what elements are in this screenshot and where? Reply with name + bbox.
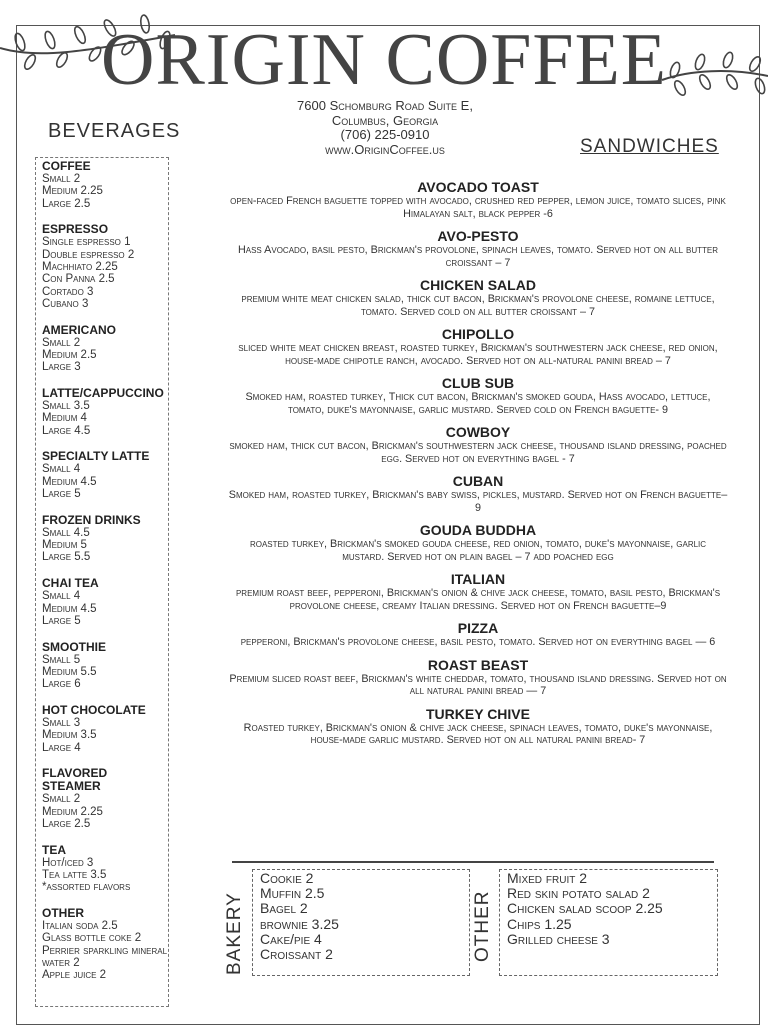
- sandwich-item: [228, 474, 728, 514]
- sandwich-description: pepperoni, Brickman's provolone cheese, basil pesto, tomato. Served hot on everything bagel — 6: [240, 636, 716, 648]
- website-link[interactable]: www.OriginCoffee.us: [325, 141, 445, 157]
- sandwich-name: COWBOY: [445, 424, 511, 440]
- phone-number: (706) 225-0910: [340, 127, 430, 142]
- address-line-2: Columbus, Georgia: [331, 112, 439, 128]
- sandwich-description: open-faced French baguette topped with avocado, crushed red pepper, lemon juice, tomato slices, pink Himalayan salt, black pepper -6: [230, 195, 726, 220]
- sandwich-name: ROAST BEAST: [427, 656, 529, 673]
- section-divider: [232, 861, 714, 863]
- other-food-item: Red skin potato salad 2: [507, 885, 650, 902]
- beverage-item: Con Panna 2.5: [42, 273, 115, 286]
- bakery-list: [252, 869, 470, 976]
- beverage-group-name: HOT CHOCOLATE: [42, 703, 146, 718]
- beverage-item: Single espresso 1: [42, 236, 131, 249]
- sandwich-name: TURKEY CHIVE: [426, 705, 530, 722]
- beverage-item: Medium 5: [42, 539, 87, 552]
- bakery-item: Muffin 2.5: [260, 885, 325, 902]
- sandwich-description: Smoked ham, roasted turkey, Brickman's baby swiss, pickles, mustard. Served hot on French baguette–9: [228, 489, 728, 514]
- sandwich-item: [228, 621, 728, 649]
- beverage-item: *assorted flavors: [42, 881, 131, 894]
- beverage-item: Large 4.5: [42, 424, 91, 437]
- beverage-group: [42, 514, 168, 564]
- beverage-group: [42, 844, 168, 894]
- restaurant-title: ORIGIN COFFEE: [101, 19, 667, 101]
- beverage-item: Large 5: [42, 488, 81, 501]
- beverage-item: Small 2: [42, 173, 81, 185]
- beverage-group: [42, 324, 168, 374]
- beverage-item: Large 2.5: [42, 197, 91, 210]
- beverage-item: Small 4: [42, 590, 81, 603]
- sandwich-name: ITALIAN: [450, 571, 506, 587]
- sandwich-name: CUBAN: [452, 473, 504, 489]
- beverage-item: Machhiato 2.25: [42, 260, 118, 273]
- sandwich-item: [228, 658, 728, 698]
- sandwich-name: CLUB SUB: [441, 375, 515, 391]
- other-food-item: Mixed fruit 2: [507, 870, 588, 886]
- sandwich-name: GOUDA BUDDHA: [419, 522, 537, 538]
- beverage-group: [42, 450, 168, 500]
- beverage-item: Apple juice 2: [42, 969, 107, 982]
- beverage-item: Small 2: [42, 336, 81, 349]
- other-food-item: Chicken salad scoop 2.25: [507, 900, 663, 917]
- contact-info: [235, 99, 535, 157]
- sandwich-name: PIZZA: [457, 620, 499, 636]
- sandwich-item: [228, 376, 728, 416]
- beverage-item: Perrier sparkling mineral: [42, 944, 168, 957]
- beverage-item: Large 4: [42, 741, 81, 754]
- other-food-list: [499, 869, 718, 976]
- beverage-group-name: OTHER: [42, 906, 84, 921]
- bakery-label: BAKERY: [224, 892, 245, 975]
- beverage-group: [42, 767, 168, 830]
- sandwich-description: Premium sliced roast beef, Brickman's white cheddar, tomato, thousand island dressing. Served hot on all natural panini bread — 7: [229, 672, 727, 697]
- sandwich-item: [228, 572, 728, 612]
- sandwiches-list: [228, 180, 728, 756]
- sandwich-description: Hass Avocado, basil pesto, Brickman's provolone, spinach leaves, tomato. Served hot on all butter croissant – 7: [237, 244, 719, 269]
- beverage-item: Italian soda 2.5: [42, 920, 118, 933]
- beverage-item: Medium 4.5: [42, 602, 97, 615]
- sandwich-description: sliced white meat chicken breast, roasted turkey, Brickman's southwestern jack cheese, red onion, house-made chipotle ranch, avocado. Served hot on all-natural panini bread – 7: [238, 342, 718, 367]
- beverage-group-name: SMOOTHIE: [42, 639, 107, 654]
- beverage-item: Small 2: [42, 793, 81, 806]
- beverages-heading: BEVERAGES: [48, 120, 181, 142]
- beverage-item: Small 5: [42, 653, 81, 666]
- beverage-item: Small 4: [42, 463, 81, 476]
- sandwich-name: AVO-PESTO: [437, 228, 519, 244]
- beverage-group-name: SPECIALTY LATTE: [42, 449, 150, 464]
- beverage-group: [42, 577, 168, 627]
- other-food-item: Chips 1.25: [507, 915, 572, 932]
- beverage-item: Medium 5.5: [42, 665, 97, 678]
- sandwich-item: [228, 523, 728, 563]
- sandwich-name: CHIPOLLO: [441, 326, 515, 342]
- sandwich-item: [228, 278, 728, 318]
- beverage-item: Hot/iced 3: [42, 856, 94, 869]
- beverage-group-name: ESPRESSO: [42, 222, 109, 237]
- beverage-item: Large 5.5: [42, 551, 91, 564]
- beverage-item: Glass bottle coke 2: [42, 932, 142, 945]
- other-food-label: OTHER: [472, 890, 493, 962]
- sandwich-description: Roasted turkey, Brickman's onion & chive jack cheese, spinach leaves, tomato, duke's mayonnaise, house-made garlic mustard. Served hot on all natural panini bread- 7: [243, 721, 713, 746]
- beverage-group-name: FROZEN DRINKS: [42, 512, 141, 527]
- beverage-item: Cortado 3: [42, 285, 94, 298]
- beverage-group-name: FLAVORED STEAMER: [42, 766, 108, 794]
- sandwich-item: [228, 707, 728, 747]
- sandwich-name: AVOCADO TOAST: [417, 179, 539, 195]
- beverage-item: Medium 4: [42, 412, 87, 425]
- sandwiches-heading: SANDWICHES: [580, 136, 719, 157]
- bakery-item: brownie 3.25: [260, 915, 339, 932]
- sandwich-description: premium roast beef, pepperoni, Brickman's onion & chive jack cheese, tomato, basil pesto, Brickman's provolone cheese, creamy Italian dressing. Served hot on French baguette–9: [235, 587, 721, 612]
- beverage-group-name: AMERICANO: [42, 322, 116, 337]
- beverage-item: Medium 4.5: [42, 475, 97, 488]
- beverage-item: Double espresso 2: [42, 248, 135, 261]
- bakery-item: Croissant 2: [260, 946, 333, 963]
- beverage-item: water 2: [42, 957, 80, 970]
- other-food-item: Grilled cheese 3: [507, 930, 610, 947]
- beverage-group-name: COFFEE: [42, 159, 91, 173]
- beverage-item: Small 3: [42, 717, 81, 730]
- sandwich-description: smoked ham, thick cut bacon, Brickman's southwestern jack cheese, thousand island dressing, poached egg. Served hot on everything bagel - 7: [229, 440, 727, 465]
- beverage-item: Medium 2.25: [42, 185, 103, 198]
- beverage-group-name: LATTE/CAPPUCCINO: [42, 386, 164, 401]
- sandwich-description: premium white meat chicken salad, thick cut bacon, Brickman's provolone cheese, romaine lettuce, tomato. Served cold on all butter croissant – 7: [241, 293, 715, 318]
- sandwich-name: CHICKEN SALAD: [420, 277, 536, 293]
- bakery-item: Cake/pie 4: [260, 930, 322, 947]
- bakery-item: Bagel 2: [260, 900, 308, 917]
- sandwich-item: [228, 180, 728, 220]
- sandwich-description: roasted turkey, Brickman's smoked gouda cheese, red onion, tomato, duke's mayonnaise, garlic mustard. Served hot on plain bagel – 7 add poached egg: [249, 538, 707, 563]
- sandwich-item: [228, 229, 728, 269]
- beverage-item: Small 4.5: [42, 526, 90, 539]
- beverages-list: [35, 157, 169, 1007]
- beverage-item: Small 3.5: [42, 400, 90, 413]
- beverage-group: [42, 641, 168, 691]
- beverage-item: Medium 3.5: [42, 729, 97, 742]
- beverage-item: Tea latte 3.5: [42, 869, 107, 882]
- beverage-item: Large 5: [42, 614, 81, 627]
- beverage-group: [42, 907, 168, 981]
- beverage-item: Large 3: [42, 361, 81, 374]
- beverage-item: Cubano 3: [42, 297, 89, 310]
- beverage-group: [42, 160, 168, 210]
- bakery-item: Cookie 2: [260, 870, 314, 886]
- sandwich-item: [228, 327, 728, 367]
- beverage-item: Large 6: [42, 678, 81, 691]
- beverage-group: [42, 704, 168, 754]
- address-line-1: 7600 Schomburg Road Suite E,: [297, 98, 473, 113]
- sandwich-item: [228, 425, 728, 465]
- beverage-group-name: TEA: [42, 842, 66, 857]
- beverage-group: [42, 223, 168, 310]
- beverage-item: Medium 2.5: [42, 348, 97, 361]
- beverage-group: [42, 387, 168, 437]
- beverage-item: Large 2.5: [42, 818, 91, 830]
- beverage-group-name: CHAI TEA: [42, 576, 99, 591]
- sandwich-description: Smoked ham, roasted turkey, Thick cut bacon, Brickman's smoked gouda, Hass avocado, lettuce, tomato, duke's mayonnaise, garlic mustard. Served cold on French baguette- 9: [245, 391, 711, 416]
- beverage-item: Medium 2.25: [42, 805, 103, 818]
